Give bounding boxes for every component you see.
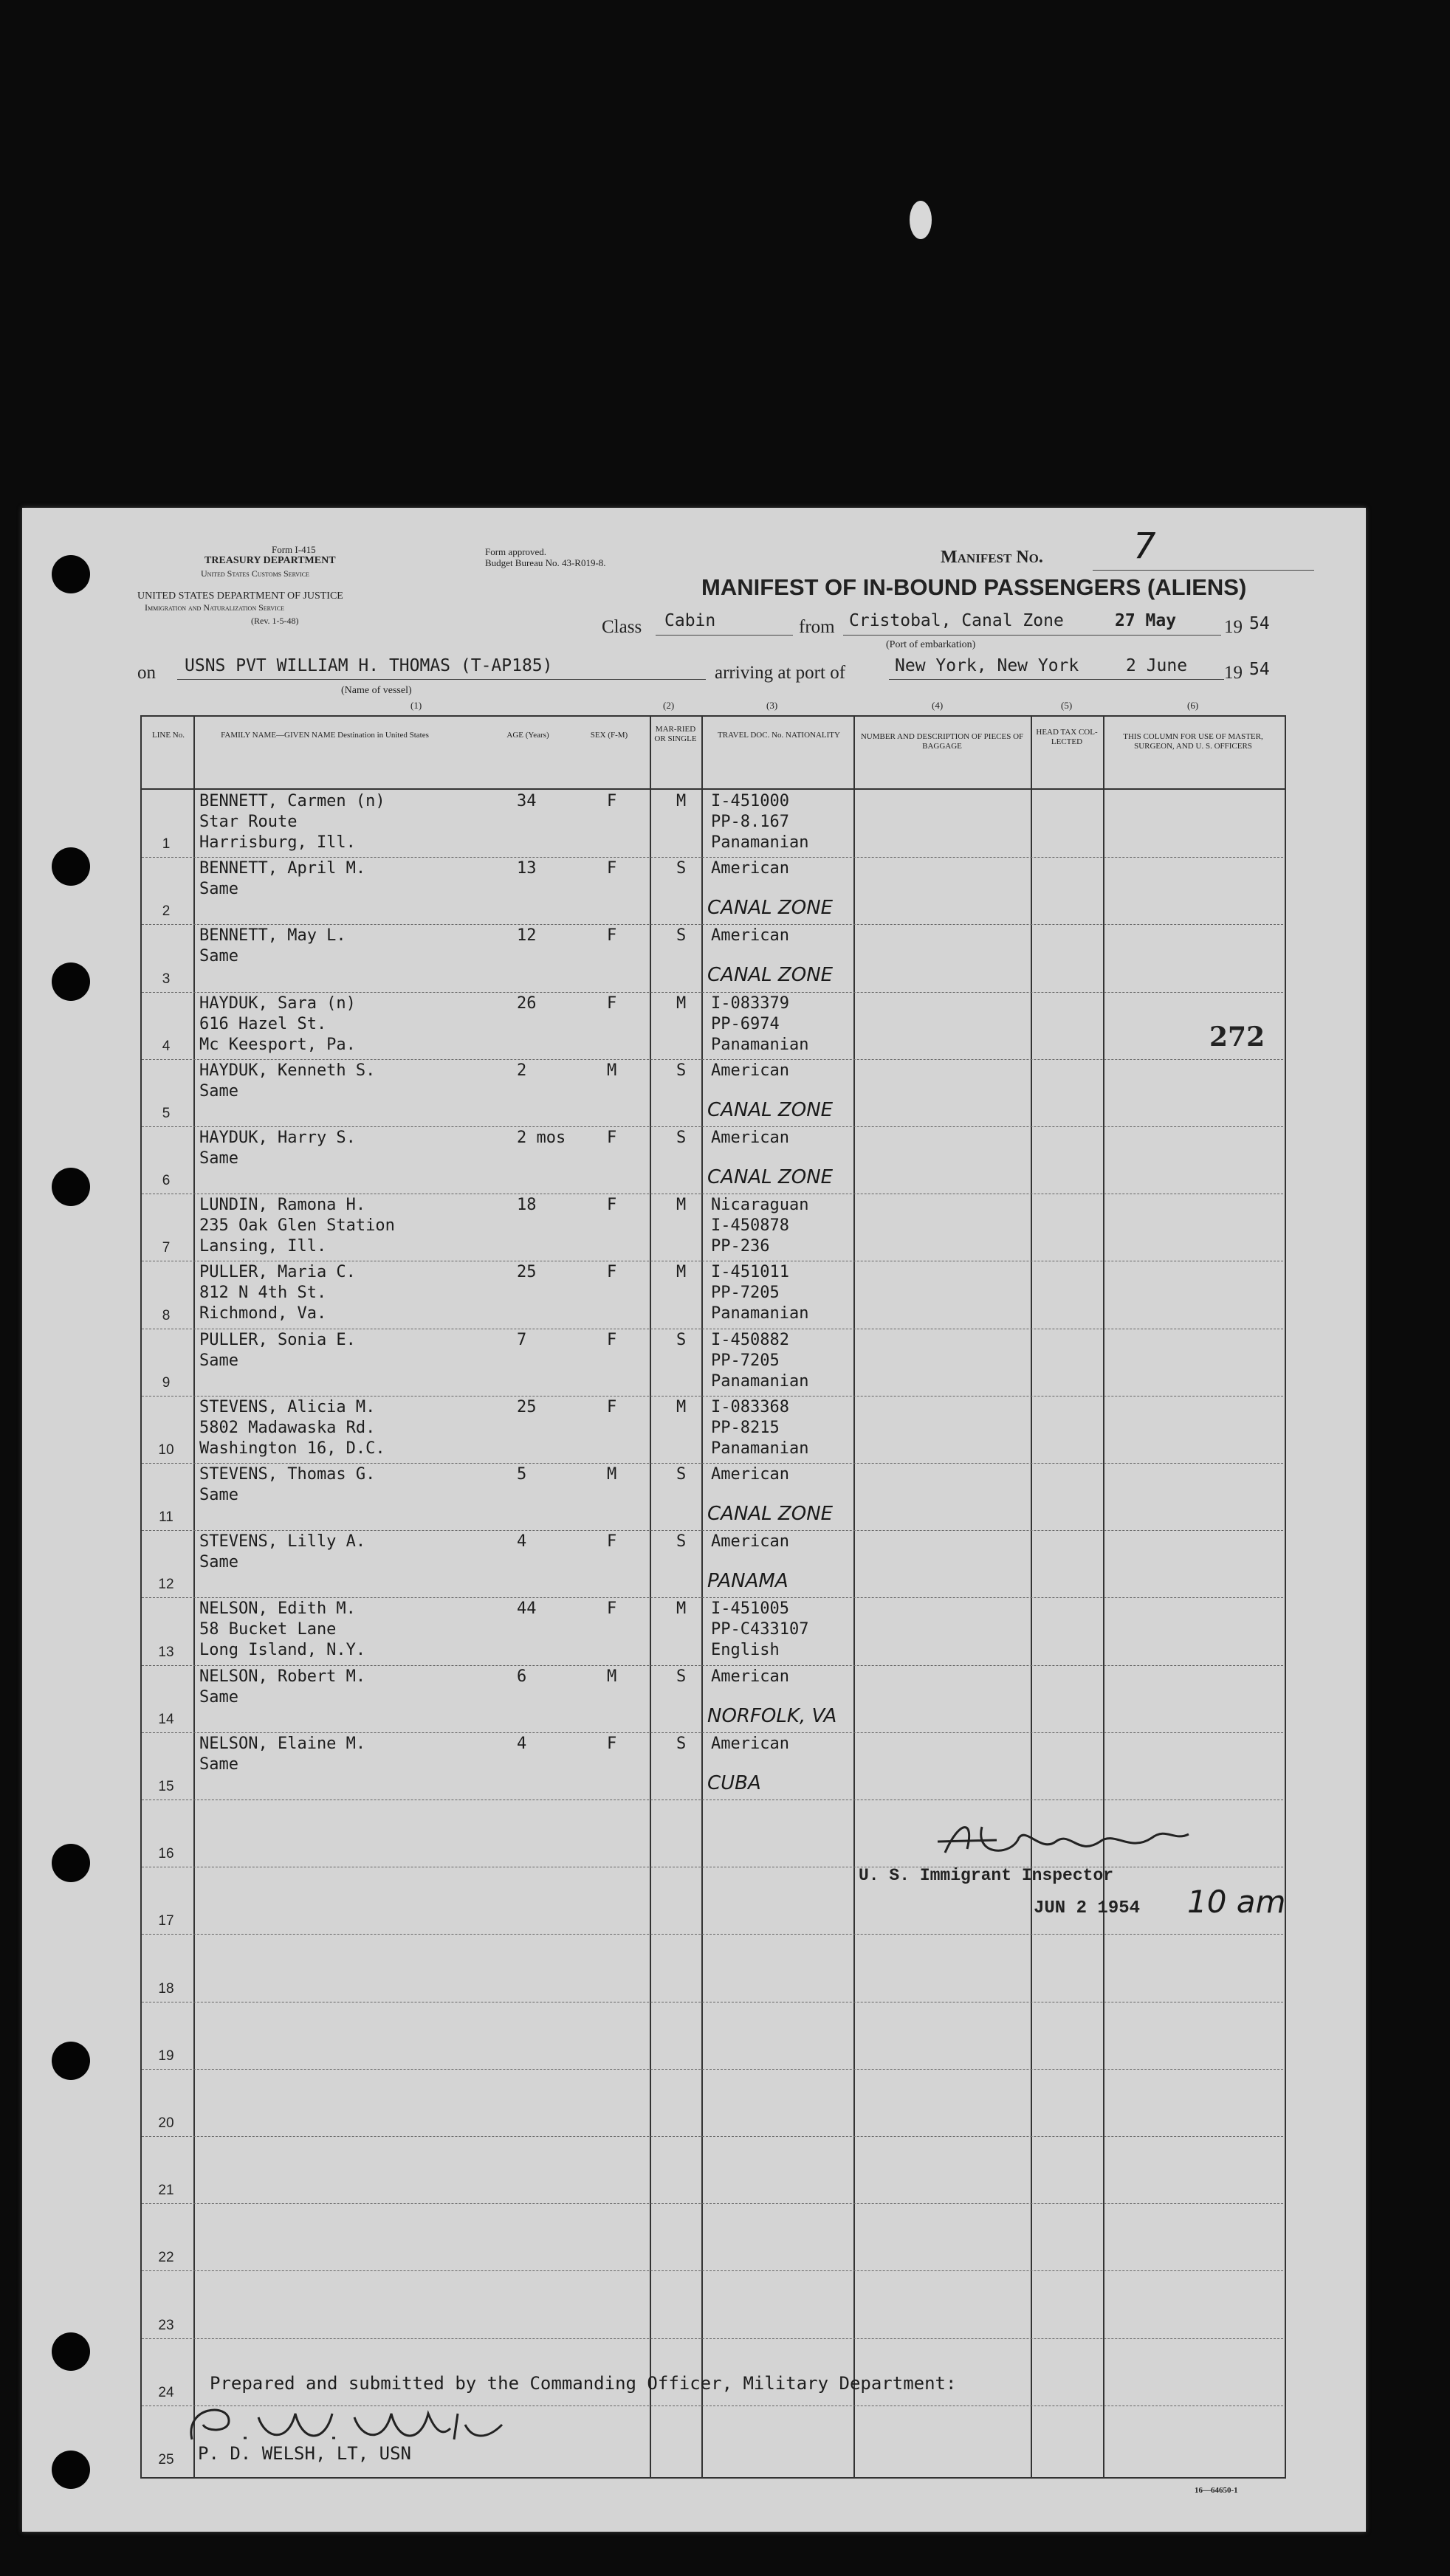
passenger-travel-doc: American bbox=[711, 1734, 789, 1753]
handwritten-note: PANAMA bbox=[707, 1570, 788, 1593]
passenger-name: NELSON, Elaine M. Same bbox=[199, 1734, 366, 1774]
passenger-sex: F bbox=[607, 926, 617, 946]
on-label: on bbox=[137, 663, 156, 683]
col-number-6: (6) bbox=[1187, 700, 1199, 711]
from-underline bbox=[843, 635, 1221, 636]
class-value: Cabin bbox=[664, 611, 716, 630]
passenger-travel-doc: I-083379 PP-6974 Panamanian bbox=[711, 993, 809, 1054]
line-number: 24 bbox=[158, 2384, 174, 2400]
col-number-2: (2) bbox=[663, 700, 675, 711]
passenger-sex: F bbox=[607, 1532, 617, 1552]
col-divider bbox=[1103, 715, 1104, 2477]
passenger-marital-status: M bbox=[676, 1196, 687, 1215]
binder-hole bbox=[52, 2451, 90, 2489]
passenger-marital-status: S bbox=[676, 1061, 687, 1080]
passenger-sex: M bbox=[607, 1061, 617, 1080]
handwritten-note: CANAL ZONE bbox=[707, 897, 834, 920]
header-sex: SEX (F-M) bbox=[590, 731, 628, 740]
port-caption: (Port of embarkation) bbox=[886, 639, 976, 650]
line-number: 10 bbox=[158, 1442, 174, 1458]
line-number: 16 bbox=[158, 1846, 174, 1862]
col-divider bbox=[1031, 715, 1032, 2477]
handwritten-note: NORFOLK, VA bbox=[707, 1704, 837, 1727]
passenger-sex: F bbox=[607, 1397, 617, 1416]
row-rule bbox=[142, 2069, 1283, 2070]
film-spot bbox=[910, 201, 932, 239]
row-rule bbox=[142, 2270, 1283, 2272]
revision-date: (Rev. 1-5-48) bbox=[251, 616, 299, 626]
handwritten-note: CANAL ZONE bbox=[707, 1166, 834, 1188]
line-number: 6 bbox=[162, 1173, 171, 1189]
header-head-tax: HEAD TAX COL-LECTED bbox=[1036, 728, 1098, 746]
dept-justice: UNITED STATES DEPARTMENT OF JUSTICE bbox=[137, 590, 343, 602]
passenger-age: 12 bbox=[517, 926, 537, 946]
line-number: 23 bbox=[158, 2317, 174, 2333]
passenger-marital-status: S bbox=[676, 859, 687, 878]
handwritten-note: CUBA bbox=[707, 1771, 761, 1794]
passenger-sex: F bbox=[607, 1330, 617, 1349]
passenger-name: BENNETT, April M. Same bbox=[199, 859, 366, 899]
passenger-name: BENNETT, May L. Same bbox=[199, 926, 346, 966]
header-baggage: NUMBER AND DESCRIPTION OF PIECES OF BAGGAGE bbox=[860, 732, 1024, 751]
passenger-travel-doc: Nicaraguan I-450878 PP-236 bbox=[711, 1196, 809, 1256]
binder-hole bbox=[52, 1844, 90, 1882]
header-age: AGE (Years) bbox=[506, 731, 549, 740]
col-divider bbox=[650, 715, 651, 2477]
passenger-name: BENNETT, Carmen (n) Star Route Harrisburg, Ill. bbox=[199, 792, 385, 852]
arrival-port: New York, New York bbox=[895, 656, 1079, 675]
line-number: 19 bbox=[158, 2048, 174, 2064]
passenger-name: HAYDUK, Harry S. Same bbox=[199, 1129, 356, 1168]
handwritten-note: CANAL ZONE bbox=[707, 1098, 834, 1121]
manifest-title: MANIFEST OF IN-BOUND PASSENGERS (ALIENS) bbox=[701, 574, 1247, 600]
line-number: 4 bbox=[162, 1038, 171, 1054]
arrival-date: 2 June bbox=[1126, 656, 1188, 675]
passenger-age: 26 bbox=[517, 993, 537, 1013]
arriving-label: arriving at port of bbox=[715, 663, 846, 683]
binder-hole bbox=[52, 2332, 90, 2371]
line-number: 8 bbox=[162, 1307, 171, 1323]
form-approved: Form approved. bbox=[485, 546, 547, 557]
row-rule bbox=[142, 1800, 1283, 1801]
passenger-age: 18 bbox=[517, 1196, 537, 1215]
col-number-1: (1) bbox=[410, 700, 422, 711]
signer-name: P. D. WELSH, LT, USN bbox=[198, 2443, 411, 2464]
line-number: 12 bbox=[158, 1577, 174, 1593]
year-value: 54 bbox=[1249, 614, 1270, 633]
passenger-age: 34 bbox=[517, 792, 537, 810]
line-number: 3 bbox=[162, 971, 171, 987]
binder-hole bbox=[52, 2042, 90, 2080]
passenger-name: PULLER, Maria C. 812 N 4th St. Richmond, Va. bbox=[199, 1263, 356, 1323]
class-underline bbox=[656, 635, 793, 636]
passenger-travel-doc: American bbox=[711, 1465, 789, 1484]
col-divider bbox=[701, 715, 703, 2477]
passenger-sex: F bbox=[607, 993, 617, 1013]
passenger-sex: F bbox=[607, 1734, 617, 1753]
print-code: 16—64650-1 bbox=[1195, 2486, 1238, 2495]
line-number: 22 bbox=[158, 2250, 174, 2266]
class-label: Class bbox=[602, 617, 642, 637]
passenger-name: STEVENS, Lilly A. Same bbox=[199, 1532, 366, 1572]
line-number: 5 bbox=[162, 1106, 171, 1121]
margin-number: 272 bbox=[1209, 1022, 1265, 1053]
row-rule bbox=[142, 2338, 1283, 2340]
row-rule bbox=[142, 2002, 1283, 2003]
handwritten-note: CANAL ZONE bbox=[707, 1503, 834, 1525]
passenger-age: 13 bbox=[517, 859, 537, 878]
col-number-3: (3) bbox=[766, 700, 778, 711]
passenger-travel-doc: American bbox=[711, 926, 789, 946]
passenger-age: 44 bbox=[517, 1599, 537, 1619]
inspector-label: U. S. Immigrant Inspector bbox=[859, 1866, 1114, 1885]
arrival-underline bbox=[889, 679, 1224, 680]
budget-bureau: Budget Bureau No. 43-R019-8. bbox=[485, 557, 606, 568]
passenger-age: 2 bbox=[517, 1061, 527, 1080]
customs-service: United States Customs Service bbox=[201, 568, 309, 579]
passenger-travel-doc: I-451005 PP-C433107 English bbox=[711, 1599, 809, 1660]
passenger-travel-doc: I-450882 PP-7205 Panamanian bbox=[711, 1330, 809, 1391]
passenger-marital-status: M bbox=[676, 792, 687, 810]
row-rule bbox=[142, 2136, 1283, 2138]
passenger-name: HAYDUK, Sara (n) 616 Hazel St. Mc Keesport, Pa. bbox=[199, 993, 356, 1054]
passenger-marital-status: M bbox=[676, 1599, 687, 1619]
from-label: from bbox=[799, 617, 835, 637]
year2-prefix: 19 bbox=[1224, 663, 1243, 683]
passenger-marital-status: S bbox=[676, 1532, 687, 1552]
vessel-name: USNS PVT WILLIAM H. THOMAS (T-AP185) bbox=[185, 656, 553, 675]
passenger-sex: F bbox=[607, 1196, 617, 1215]
passenger-sex: M bbox=[607, 1465, 617, 1484]
passenger-age: 2 mos bbox=[517, 1129, 566, 1147]
year-prefix: 19 bbox=[1224, 617, 1243, 637]
passenger-age: 4 bbox=[517, 1532, 527, 1552]
passenger-travel-doc: American bbox=[711, 1532, 789, 1552]
passenger-marital-status: M bbox=[676, 993, 687, 1013]
from-value: Cristobal, Canal Zone bbox=[849, 611, 1064, 630]
line-number: 14 bbox=[158, 1711, 174, 1727]
passenger-marital-status: S bbox=[676, 1465, 687, 1484]
binder-hole bbox=[52, 555, 90, 593]
binder-hole bbox=[52, 962, 90, 1001]
line-number: 21 bbox=[158, 2183, 174, 2199]
line-number: 15 bbox=[158, 1779, 174, 1794]
line-number: 11 bbox=[159, 1509, 173, 1526]
passenger-name: HAYDUK, Kenneth S. Same bbox=[199, 1061, 376, 1101]
binder-hole bbox=[52, 847, 90, 886]
manifest-underline bbox=[1093, 570, 1314, 571]
line-number: 13 bbox=[158, 1644, 174, 1660]
binder-hole bbox=[52, 1168, 90, 1206]
handwritten-note: CANAL ZONE bbox=[707, 964, 834, 987]
inspection-time: 10 am bbox=[1187, 1884, 1286, 1920]
passenger-marital-status: S bbox=[676, 926, 687, 946]
header-name: FAMILY NAME—GIVEN NAME Destination in United States bbox=[221, 731, 429, 740]
line-number: 2 bbox=[162, 903, 171, 920]
line-number: 17 bbox=[158, 1913, 174, 1929]
manifest-label: Manifest No. bbox=[941, 548, 1043, 567]
passenger-travel-doc: American bbox=[711, 859, 789, 878]
line-number: 20 bbox=[158, 2115, 174, 2131]
passenger-age: 7 bbox=[517, 1330, 527, 1349]
passenger-sex: M bbox=[607, 1667, 617, 1686]
vessel-caption: (Name of vessel) bbox=[341, 685, 412, 696]
header-officers-use: THIS COLUMN FOR USE OF MASTER, SURGEON, AND U. S. OFFICERS bbox=[1123, 732, 1263, 751]
passenger-travel-doc: I-451011 PP-7205 Panamanian bbox=[711, 1263, 809, 1323]
passenger-name: NELSON, Robert M. Same bbox=[199, 1667, 366, 1707]
line-number: 7 bbox=[162, 1240, 171, 1256]
passenger-age: 25 bbox=[517, 1263, 537, 1282]
inspection-date-stamp: JUN 2 1954 bbox=[1034, 1898, 1141, 1918]
header-rule bbox=[140, 788, 1285, 790]
passenger-travel-doc: I-451000 PP-8.167 Panamanian bbox=[711, 792, 809, 852]
line-number: 18 bbox=[158, 1980, 174, 1997]
inspector-signature bbox=[930, 1812, 1211, 1871]
passenger-name: LUNDIN, Ramona H. 235 Oak Glen Station Lansing, Ill. bbox=[199, 1196, 395, 1256]
passenger-sex: F bbox=[607, 859, 617, 878]
vessel-underline bbox=[177, 679, 706, 680]
passenger-marital-status: S bbox=[676, 1129, 687, 1147]
passenger-marital-status: M bbox=[676, 1263, 687, 1282]
passenger-travel-doc: American bbox=[711, 1061, 789, 1080]
row-rule bbox=[142, 1934, 1283, 1935]
passenger-travel-doc: American bbox=[711, 1129, 789, 1147]
passenger-marital-status: M bbox=[676, 1397, 687, 1416]
passenger-marital-status: S bbox=[676, 1667, 687, 1686]
header-line-no: LINE No. bbox=[152, 731, 185, 740]
passenger-marital-status: S bbox=[676, 1330, 687, 1349]
passenger-marital-status: S bbox=[676, 1734, 687, 1753]
passenger-sex: F bbox=[607, 1263, 617, 1282]
line-number: 1 bbox=[162, 836, 171, 853]
ins-service: Immigration and Naturalization Service bbox=[145, 602, 285, 613]
prepared-statement: Prepared and submitted by the Commanding Officer, Military Department: bbox=[210, 2373, 957, 2394]
treasury-dept: TREASURY DEPARTMENT bbox=[205, 555, 336, 566]
line-number: 9 bbox=[162, 1374, 171, 1391]
col-number-5: (5) bbox=[1061, 700, 1073, 711]
header-travel-doc: TRAVEL DOC. No. NATIONALITY bbox=[718, 731, 840, 740]
col-divider bbox=[193, 715, 195, 2477]
manifest-number: 7 bbox=[1133, 526, 1156, 567]
col-number-4: (4) bbox=[932, 700, 944, 711]
passenger-name: NELSON, Edith M. 58 Bucket Lane Long Island, N.Y. bbox=[199, 1599, 366, 1660]
passenger-age: 6 bbox=[517, 1667, 527, 1686]
passenger-age: 25 bbox=[517, 1397, 537, 1416]
year2-value: 54 bbox=[1249, 660, 1270, 679]
form-number: Form I-415 bbox=[272, 544, 316, 555]
header-married: MAR-RIED OR SINGLE bbox=[654, 725, 697, 743]
passenger-name: STEVENS, Alicia M. 5802 Madawaska Rd. Washington 16, D.C. bbox=[199, 1397, 385, 1458]
passenger-name: PULLER, Sonia E. Same bbox=[199, 1330, 356, 1370]
passenger-travel-doc: American bbox=[711, 1667, 789, 1686]
passenger-sex: F bbox=[607, 1129, 617, 1147]
passenger-name: STEVENS, Thomas G. Same bbox=[199, 1465, 376, 1504]
passenger-sex: F bbox=[607, 1599, 617, 1619]
from-date: 27 May bbox=[1115, 611, 1177, 630]
passenger-age: 4 bbox=[517, 1734, 527, 1753]
passenger-sex: F bbox=[607, 792, 617, 810]
passenger-travel-doc: I-083368 PP-8215 Panamanian bbox=[711, 1397, 809, 1458]
row-rule bbox=[142, 2203, 1283, 2205]
passenger-age: 5 bbox=[517, 1465, 527, 1484]
col-divider bbox=[853, 715, 855, 2477]
line-number: 25 bbox=[158, 2452, 174, 2467]
